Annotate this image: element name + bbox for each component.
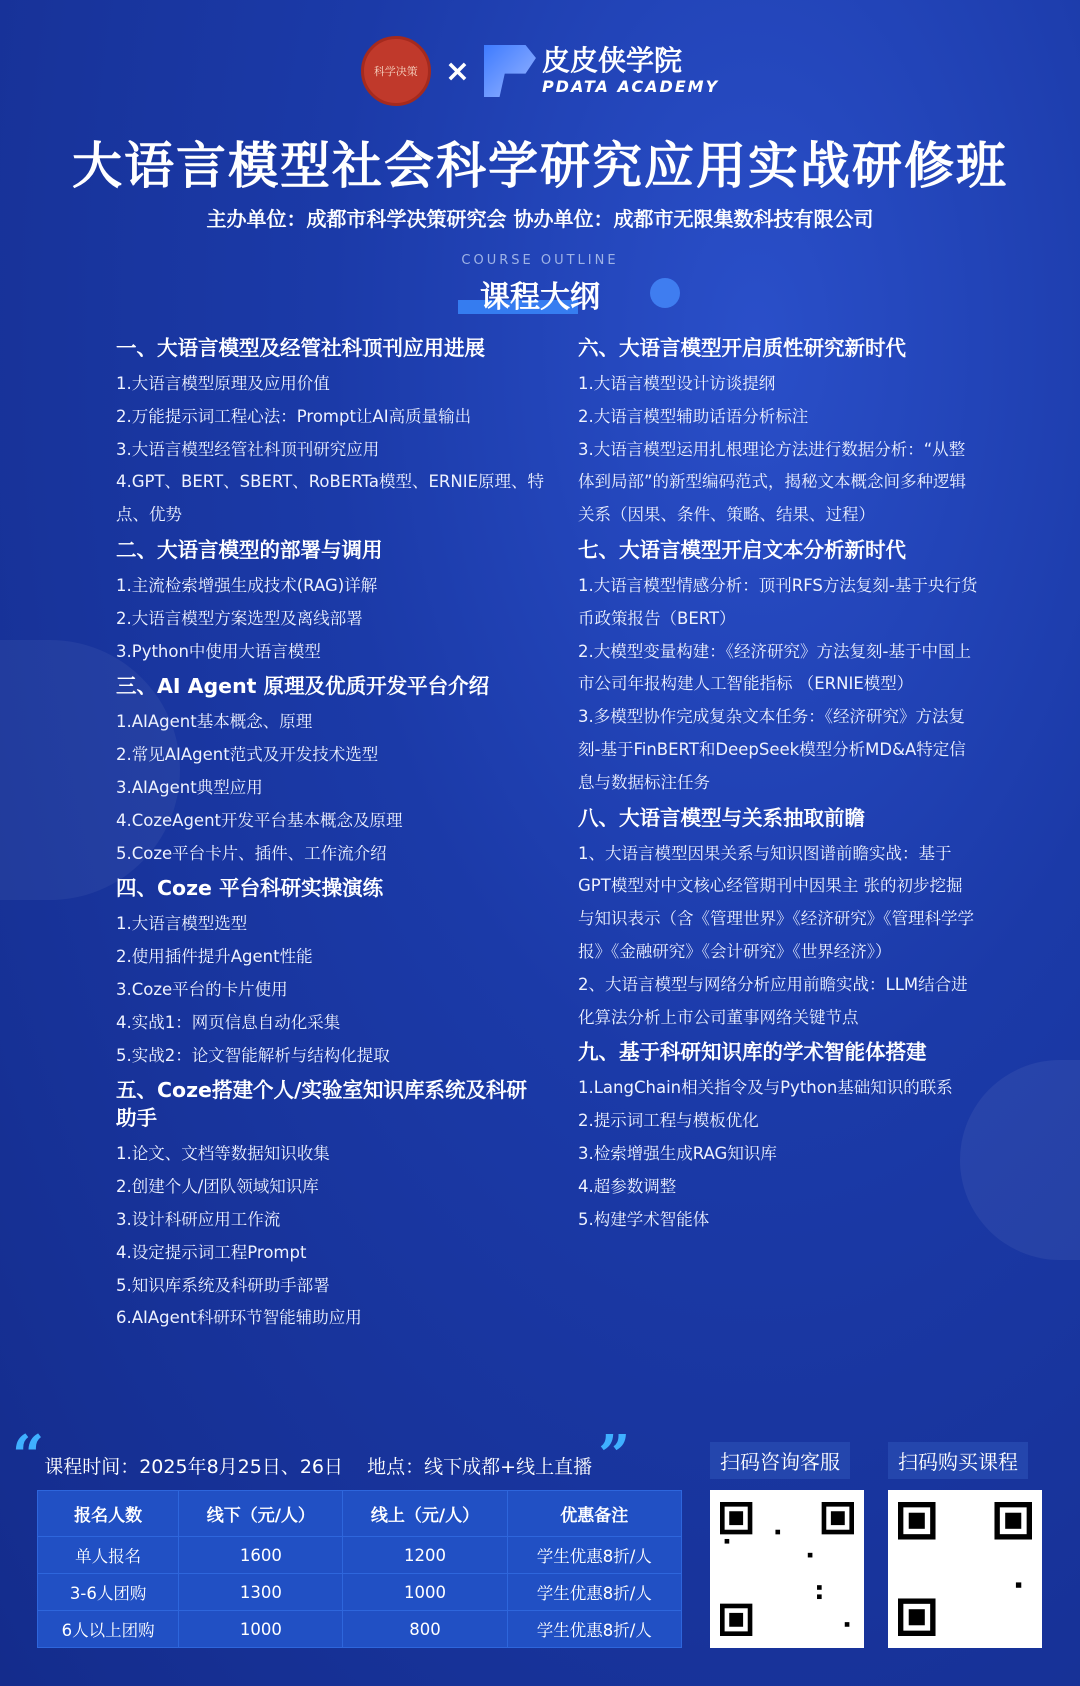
section-item: 4.CozeAgent开发平台基本概念及原理 [116,810,403,830]
section-item: 3.Coze平台的卡片使用 [116,979,288,999]
table-cell: 6人以上团购 [38,1611,179,1648]
section-item: 2.使用插件提升Agent性能 [116,947,313,967]
table-row [38,1574,682,1611]
table-cell: 1600 [179,1537,343,1574]
section-item: 1.论文、文档等数据知识收集 [116,1144,330,1164]
table-cell: 3-6人团购 [38,1574,179,1611]
section-title: 二、大语言模型的部署与调用 [116,537,383,562]
section-item: 1.大语言模型原理及应用价值 [116,374,330,393]
section-item: 2.大模型变量构建：《经济研究》方法复刻-基于中国上市公司年报构建人工智能指标 （ERNIE模型） [578,641,971,694]
section-title: 九、基于科研知识库的学术智能体搭建 [578,1040,927,1065]
section-item: 2.创建个人/团队领域知识库 [116,1177,319,1197]
section-item: 1.大语言模型设计访谈提纲 [578,374,776,393]
course-section [116,874,546,1072]
section-item: 3.多模型协作完成复杂文本任务：《经济研究》方法复刻-基于FinBERT和DeepSeek模型分析MD&A特定信息与数据标注任务 [578,707,966,792]
course-section [116,1076,546,1335]
right-column [578,330,978,1240]
section-title: 五、Coze搭建个人/实验室知识库系统及科研助手 [116,1078,527,1131]
section-item: 3.大语言模型运用扎根理论方法进行数据分析：“从整体到局部”的新型编码范式，揭秘文本概念间多种逻辑关系（因果、条件、策略、结果、过程） [578,439,967,525]
section-item: 1.LangChain相关指令及与Python基础知识的联系 [578,1078,953,1098]
section-title: 三、AI Agent 原理及优质开发平台介绍 [116,674,490,699]
course-section [116,536,546,668]
section-item: 6.AIAgent科研环节智能辅助应用 [116,1308,362,1328]
table-cell: 1000 [179,1611,343,1648]
outline-en: COURSE OUTLINE [461,253,619,268]
section-item: 4.实战1：网页信息自动化采集 [116,1012,341,1032]
section-title: 四、Coze 平台科研实操演练 [116,876,384,901]
section-item: 1.主流检索增强生成技术(RAG)详解 [116,575,378,595]
table-header: 优惠备注 [507,1491,681,1537]
table-cell: 学生优惠8折/人 [507,1537,681,1574]
course-info [12,1423,631,1489]
qr-code-buy[interactable] [888,1490,1042,1648]
brand-cn: 皮皮侠学院 [541,44,682,77]
table-cell: 800 [343,1611,507,1648]
course-section [578,1038,978,1236]
p-logo-icon [484,45,536,97]
course-section [578,804,978,1035]
table-header: 线上（元/人） [343,1491,507,1537]
section-item: 2.常见AIAgent范式及开发技术选型 [116,745,379,765]
table-cell: 单人报名 [38,1537,179,1574]
course-section [578,536,978,800]
section-item: 2.提示词工程与模板优化 [578,1111,759,1131]
section-item: 4.超参数调整 [578,1176,677,1196]
section-item: 1.大语言模型选型 [116,914,248,934]
course-section [116,672,546,870]
section-item: 1.大语言模型情感分析：顶刊RFS方法复刻-基于央行货币政策报告（BERT） [578,575,978,628]
section-item: 2.大语言模型方案选型及离线部署 [116,608,363,628]
table-cell: 学生优惠8折/人 [507,1611,681,1648]
table-row [38,1611,682,1648]
section-item: 5.构建学术智能体 [578,1209,710,1229]
section-title: 一、大语言模型及经管社科顶刊应用进展 [116,336,485,360]
section-item: 2.大语言模型辅助话语分析标注 [578,406,809,426]
course-section [578,334,978,532]
pricing-table [37,1490,682,1648]
section-item: 3.检索增强生成RAG知识库 [578,1143,777,1163]
section-item: 1.AIAgent基本概念、原理 [116,712,313,732]
section-item: 1、大语言模型因果关系与知识图谱前瞻实战：基于GPT模型对中文核心经管期刊中因果主 张的初步挖掘与知识表示（含《管理世界》《经济研究》《管理科学学报》《金融研究》《会计研究》《世界经济》） [578,843,974,961]
outline-title: 课程大纲 [480,280,600,315]
section-item: 4.设定提示词工程Prompt [116,1242,307,1262]
section-title: 八、大语言模型与关系抽取前瞻 [578,805,865,830]
section-item: 3.Python中使用大语言模型 [116,641,321,661]
course-section [116,334,546,532]
page-title: 大语言模型社会科学研究应用实战研修班 [72,137,1008,195]
section-item: 4.GPT、BERT、SBERT、RoBERTa模型、ERNIE原理、特点、优势 [116,472,545,525]
scan-buy-label: 扫码购买课程 [888,1442,1028,1479]
open-quote-icon: “ [12,1423,45,1489]
close-quote-icon: ” [598,1423,631,1489]
section-item: 3.设计科研应用工作流 [116,1209,281,1229]
logo-header [0,36,1080,106]
table-header: 线下（元/人） [179,1491,343,1537]
organizers: 主办单位：成都市科学决策研究会 协办单位：成都市无限集数科技有限公司 [206,207,874,231]
section-item: 3.大语言模型经管社科顶刊研究应用 [116,439,380,459]
section-title: 七、大语言模型开启文本分析新时代 [578,537,906,562]
table-cell: 1000 [343,1574,507,1611]
section-item: 5.Coze平台卡片、插件、工作流介绍 [116,843,387,863]
section-item: 2.万能提示词工程心法：Prompt让AI高质量输出 [116,406,472,426]
brand-en: PDATA ACADEMY [541,77,720,96]
section-item: 5.实战2：论文智能解析与结构化提取 [116,1045,390,1065]
seal-logo [361,36,431,106]
qr-code-consult[interactable] [710,1490,864,1648]
section-item: 2、大语言模型与网络分析应用前瞻实战：LLM结合进化算法分析上市公司董事网络关键节点 [578,974,968,1027]
section-title: 六、大语言模型开启质性研究新时代 [578,336,906,360]
times-sign: × [444,53,470,89]
table-cell: 1300 [179,1574,343,1611]
seal-text: 科学决策 [373,65,418,78]
decor-circle [960,1060,1080,1260]
table-row [38,1537,682,1574]
course-time-location: 课程时间：2025年8月25日、26日 地点：线下成都+线上直播 [44,1456,593,1478]
table-cell: 学生优惠8折/人 [507,1574,681,1611]
table-cell: 1200 [343,1537,507,1574]
section-item: 5.知识库系统及科研助手部署 [116,1275,330,1295]
scan-consult-label: 扫码咨询客服 [710,1442,850,1479]
left-column [116,330,546,1339]
section-item: 3.AIAgent典型应用 [116,777,263,797]
table-header: 报名人数 [38,1491,179,1537]
pdata-logo [484,45,719,97]
